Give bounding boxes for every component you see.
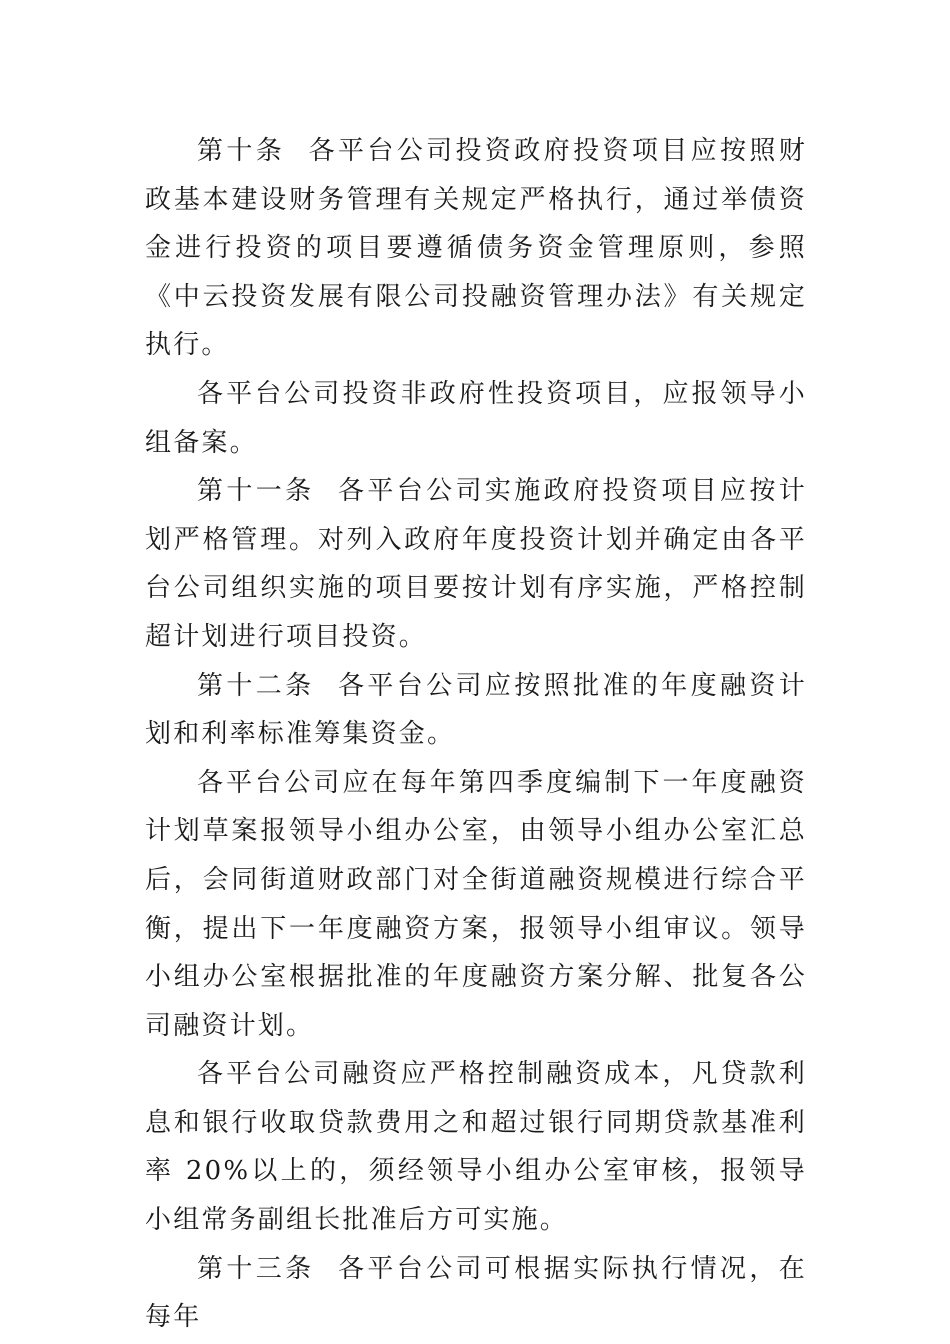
- paragraph-text: 各平台公司实施政府投资项目应按计划严格管理。对列入政府年度投资计划并确定由各平台公司组织实施的项目要按计划有序实施，严格控制超计划进行项目投资。: [145, 476, 807, 652]
- paragraph-annual-financing-plan: [145, 759, 807, 1051]
- document-body: [145, 127, 807, 1342]
- paragraph-article-11: [145, 467, 807, 661]
- paragraph-article-12: [145, 662, 807, 759]
- article-heading: 第十二条: [197, 670, 315, 701]
- paragraph-non-government-projects: [145, 370, 807, 467]
- paragraph-article-13: [145, 1245, 807, 1342]
- article-heading: 第十一条: [197, 476, 315, 507]
- paragraph-text: 各平台公司应在每年第四季度编制下一年度融资计划草案报领导小组办公室，由领导小组办公室汇总后，会同街道财政部门对全街道融资规模进行综合平衡，提出下一年度融资方案，报领导小组审议。领导小组办公室根据批准的年度融资方案分解、批复各公司融资计划。: [145, 767, 807, 1041]
- article-heading: 第十三条: [197, 1253, 315, 1284]
- paragraph-financing-cost: [145, 1050, 807, 1244]
- paragraph-text: 各平台公司融资应严格控制融资成本，凡贷款利息和银行收取贷款费用之和超过银行同期贷款基准利率 20%以上的，须经领导小组办公室审核，报领导小组常务副组长批准后方可实施。: [145, 1059, 807, 1236]
- paragraph-article-10: [145, 127, 807, 370]
- paragraph-text: 各平台公司投资非政府性投资项目，应报领导小组备案。: [145, 378, 807, 458]
- article-heading: 第十条: [197, 136, 286, 166]
- paragraph-text: 各平台公司可根据实际执行情况，在每年: [145, 1253, 807, 1333]
- paragraph-text: 各平台公司投资政府投资项目应按照财政基本建设财务管理有关规定严格执行，通过举债资金进行投资的项目要遵循债务资金管理原则，参照《中云投资发展有限公司投融资管理办法》有关规定执行。: [145, 136, 807, 361]
- paragraph-text: 各平台公司应按照批准的年度融资计划和利率标准筹集资金。: [145, 670, 807, 750]
